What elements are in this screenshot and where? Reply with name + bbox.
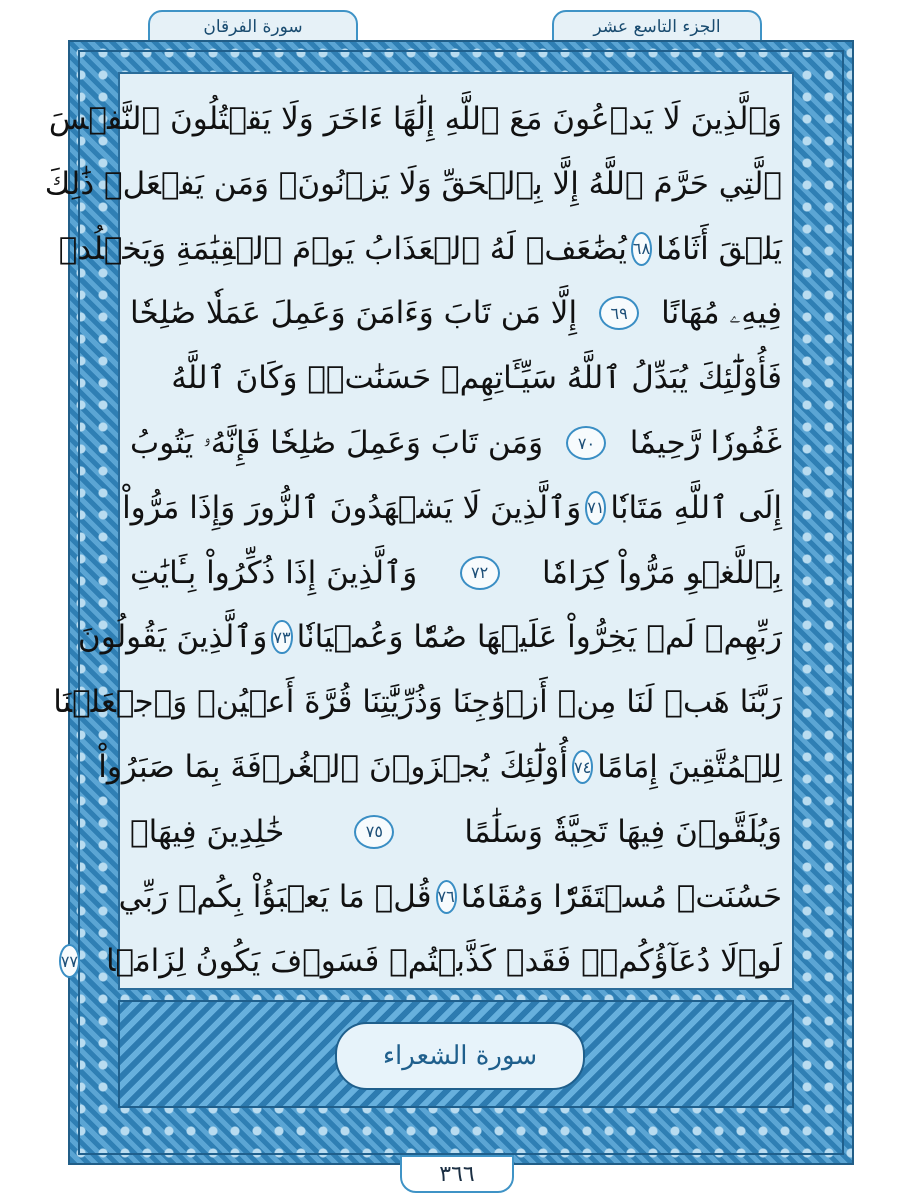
verse-text: يُضَٰعَفۡ لَهُ ٱلۡعَذَابُ يَوۡمَ ٱلۡقِيَٰمَةِ وَيَخۡلُدۡ [58, 230, 627, 267]
verse-line [48, 82, 782, 156]
surah-title-band [118, 1000, 794, 1108]
verse-text: لَوۡلَا دُعَآؤُكُمۡۖ فَقَدۡ كَذَّبۡتُمۡ فَسَوۡفَ يَكُونُ لِزَامَۢا [106, 943, 782, 980]
quran-text-panel [44, 72, 794, 990]
verse-line [53, 665, 782, 739]
ayah-number-marker: ٧٠ [566, 426, 606, 460]
verse-text: رَبِّهِمۡ لَمۡ يَخِرُّواْ عَلَيۡهَا صُمّٗا وَعُمۡيَانٗا [296, 619, 782, 656]
verse-text: أُوْلَٰٓئِكَ يُجۡزَوۡنَ ٱلۡغُرۡفَةَ بِمَا صَبَرُواْ [98, 749, 569, 785]
ayah-number-marker: ٧٣ [271, 620, 292, 654]
verse-text: لِلۡمُتَّقِينَ إِمَامًا [597, 749, 782, 785]
verse-line [98, 730, 782, 804]
verse-line [60, 924, 782, 998]
verse-text: فِيهِۦ مُهَانًا [661, 294, 782, 331]
verse-text: وَٱلَّذِينَ لَا يَشۡهَدُونَ ٱلزُّورَ وَإِذَا مَرُّواْ [122, 489, 582, 526]
verse-text: خَٰلِدِينَ فِيهَاۚ [130, 813, 285, 850]
verse-line [122, 471, 782, 545]
ayah-number-marker: ٦٨ [631, 232, 652, 266]
ayah-number-marker: ٦٩ [599, 296, 639, 330]
ayah-number-marker: ٧٧ [59, 944, 80, 978]
verse-line [130, 406, 782, 480]
surah-label-tab [148, 10, 358, 44]
ayah-number-marker: ٧٢ [460, 556, 500, 590]
ayah-number-marker: ٧٤ [572, 750, 593, 784]
verse-text: بِٱللَّغۡوِ مَرُّواْ كِرَامٗا [541, 554, 782, 591]
verse-text: وَٱلَّذِينَ لَا يَدۡعُونَ مَعَ ٱللَّهِ إِلَٰهًا ءَاخَرَ وَلَا يَقۡتُلُونَ ٱلنَّفۡسَ [48, 101, 782, 137]
juz-label: الجزء التاسع عشر [593, 17, 721, 37]
verse-text: يَلۡقَ أَثَامٗا [656, 230, 782, 267]
juz-label-tab [552, 10, 762, 44]
verse-line [44, 147, 782, 221]
surah-title-cartouche [335, 1022, 585, 1090]
verse-text: إِلَّا مَن تَابَ وَءَامَنَ وَعَمِلَ عَمَلٗا صَٰلِحٗا [130, 295, 578, 332]
verse-line [130, 341, 782, 415]
surah-label: سورة الفرقان [203, 17, 303, 37]
verse-text: وَٱلَّذِينَ إِذَا ذُكِّرُواْ بِـَٔايَٰتِ [130, 554, 418, 591]
ayah-number-marker: ٧٦ [436, 880, 457, 914]
ayah-number-marker: ٧٥ [354, 815, 394, 849]
verse-text: قُلۡ مَا يَعۡبَؤُاْ بِكُمۡ رَبِّي [118, 878, 432, 915]
next-surah-title: سورة الشعراء [382, 1041, 538, 1071]
verse-line [58, 212, 782, 286]
verse-text: رَبَّنَا هَبۡ لَنَا مِنۡ أَزۡوَٰجِنَا وَذُرِّيَّٰتِنَا قُرَّةَ أَعۡيُنٖ وَٱجۡعَلۡنَا [53, 684, 782, 721]
verse-text: ٱلَّتِي حَرَّمَ ٱللَّهُ إِلَّا بِٱلۡحَقِّ وَلَا يَزۡنُونَۚ وَمَن يَفۡعَلۡ ذَٰلِكَ [44, 165, 782, 202]
verse-text: إِلَى ٱللَّهِ مَتَابٗا [610, 489, 782, 526]
verse-line [130, 795, 782, 869]
verse-text: حَسُنَتۡ مُسۡتَقَرّٗا وَمُقَامٗا [460, 878, 782, 915]
page-number-tab [400, 1155, 514, 1193]
page-number: ٣٦٦ [439, 1161, 475, 1187]
ayah-number-marker: ٧١ [585, 491, 606, 525]
verse-line [130, 276, 782, 350]
verse-text: وَمَن تَابَ وَعَمِلَ صَٰلِحٗا فَإِنَّهُۥ يَتُوبُ [130, 424, 544, 461]
verse-text: وَٱلَّذِينَ يَقُولُونَ [77, 619, 268, 656]
verse-line [118, 860, 782, 934]
verse-line [130, 536, 782, 610]
verse-text: غَفُورٗا رَّحِيمٗا [629, 425, 782, 461]
verse-text: فَأُوْلَٰٓئِكَ يُبَدِّلُ ٱللَّهُ سَيِّـَٔاتِهِمۡ حَسَنَٰتٖۗ وَكَانَ ٱللَّهُ [171, 360, 782, 397]
verse-text: وَيُلَقَّوۡنَ فِيهَا تَحِيَّةٗ وَسَلَٰمًا [464, 813, 782, 850]
verse-line [77, 600, 782, 674]
